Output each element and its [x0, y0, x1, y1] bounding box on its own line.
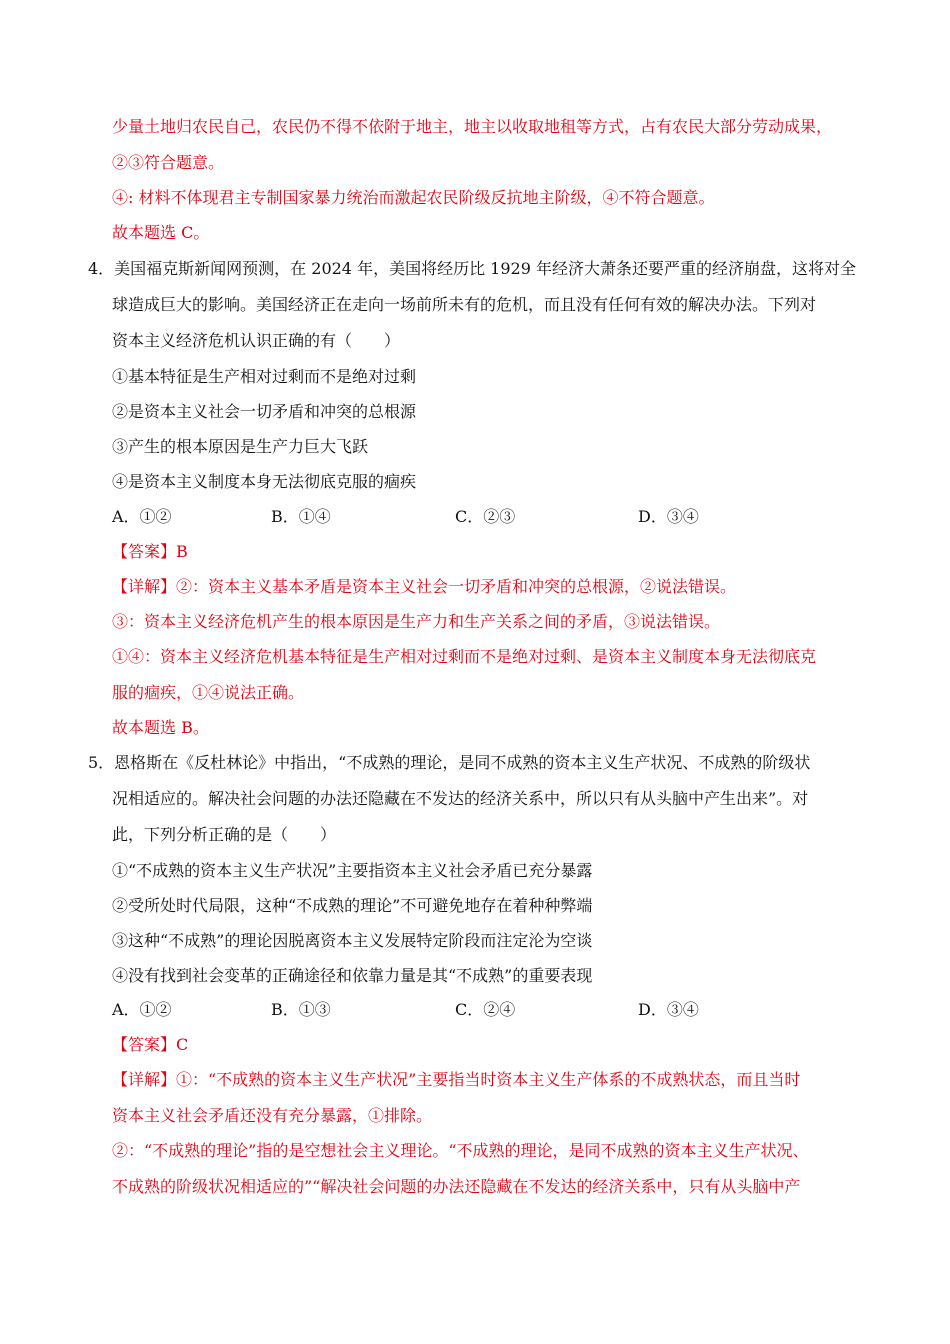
explanation-conclusion: 故本题选 C。 [112, 223, 210, 242]
question-5-stem: 况相适应的。解决社会问题的办法还隐藏在不发达的经济关系中，所以只有从头脑中产生出来”。对 [112, 789, 809, 808]
question-5-item: ①“不成熟的资本主义生产状况”主要指资本主义社会矛盾已充分暴露 [112, 861, 593, 880]
question-4-item: ④是资本主义制度本身无法彻底克服的痼疾 [112, 472, 417, 491]
question-4-conclusion: 故本题选 B。 [112, 718, 209, 737]
question-5-option-d: D．③④ [638, 1000, 699, 1019]
question-5-detail: ②：“不成熟的理论”指的是空想社会主义理论。“不成熟的理论，是同不成熟的资本主义生产状况、 [112, 1141, 809, 1160]
question-4-item: ①基本特征是生产相对过剩而不是绝对过剩 [112, 367, 417, 386]
question-4-option-b: B．①④ [271, 507, 331, 526]
question-5-stem: 此，下列分析正确的是（ ） [112, 825, 337, 844]
question-5-detail: 【详解】①：“不成熟的资本主义生产状况”主要指当时资本主义生产体系的不成熟状态，而且当时 [112, 1070, 801, 1089]
question-5-detail: 不成熟的阶级状况相适应的”“解决社会问题的办法还隐藏在不发达的经济关系中，只有从头脑中产 [112, 1177, 801, 1196]
explanation-line: ②③符合题意。 [112, 153, 225, 172]
question-4-option-a: A．①② [112, 507, 172, 526]
question-5-detail: 资本主义社会矛盾还没有充分暴露，①排除。 [112, 1106, 433, 1125]
question-4-option-d: D．③④ [638, 507, 699, 526]
question-5-item: ②受所处时代局限，这种“不成熟的理论”不可避免地存在着种种弊端 [112, 896, 593, 915]
question-4-item: ②是资本主义社会一切矛盾和冲突的总根源 [112, 402, 417, 421]
explanation-line: ④: 材料不体现君主专制国家暴力统治而激起农民阶级反抗地主阶级，④不符合题意。 [112, 188, 715, 207]
question-5-option-c: C．②④ [455, 1000, 516, 1019]
question-4-item: ③产生的根本原因是生产力巨大飞跃 [112, 437, 369, 456]
question-4-detail: 服的痼疾，①④说法正确。 [112, 683, 305, 702]
question-4-detail: ①④：资本主义经济危机基本特征是生产相对过剩而不是绝对过剩、是资本主义制度本身无法彻底克 [112, 647, 817, 666]
question-4-detail: 【详解】②：资本主义基本矛盾是资本主义社会一切矛盾和冲突的总根源，②说法错误。 [112, 577, 737, 596]
question-4-answer: 【答案】B [112, 542, 188, 561]
question-5-stem: 5．恩格斯在《反杜林论》中指出，“不成熟的理论，是同不成熟的资本主义生产状况、不成熟的阶级状 [88, 753, 811, 772]
question-5-option-b: B．①③ [271, 1000, 331, 1019]
question-4-stem: 球造成巨大的影响。美国经济正在走向一场前所未有的危机，而且没有任何有效的解决办法。下列对 [112, 295, 817, 314]
question-5-item: ③这种“不成熟”的理论因脱离资本主义发展特定阶段而注定沦为空谈 [112, 931, 593, 950]
question-5-answer: 【答案】C [112, 1035, 189, 1054]
question-5-item: ④没有找到社会变革的正确途径和依靠力量是其“不成熟”的重要表现 [112, 966, 593, 985]
question-4-detail: ③：资本主义经济危机产生的根本原因是生产力和生产关系之间的矛盾，③说法错误。 [112, 612, 721, 631]
question-4-option-c: C．②③ [455, 507, 516, 526]
question-4-stem: 4．美国福克斯新闻网预测，在 2024 年，美国将经历比 1929 年经济大萧条还要严重的经济崩盘，这将对全 [88, 259, 856, 278]
question-5-option-a: A．①② [112, 1000, 172, 1019]
explanation-line: 少量土地归农民自己，农民仍不得不依附于地主，地主以收取地租等方式，占有农民大部分劳动成果， [112, 117, 833, 136]
question-4-stem: 资本主义经济危机认识正确的有（ ） [112, 331, 401, 350]
